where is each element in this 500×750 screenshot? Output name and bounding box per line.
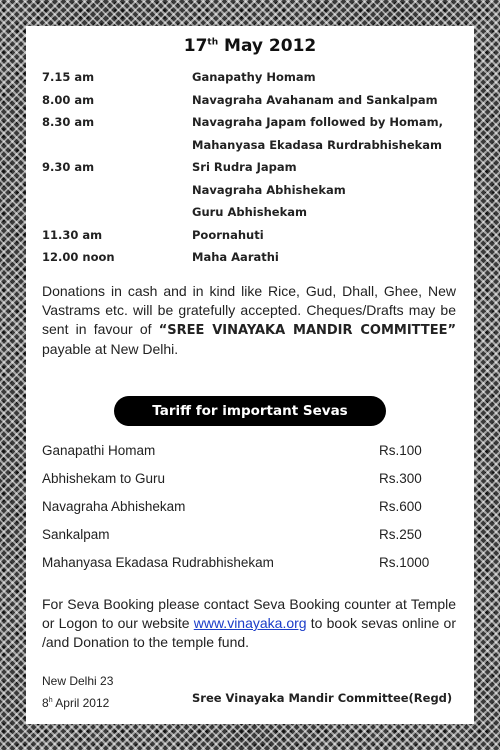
schedule-event: Navagraha Avahanam and Sankalpam <box>192 92 438 107</box>
donation-text-end: payable at New Delhi. <box>42 341 179 357</box>
schedule-event: Navagraha Japam followed by Homam, <box>192 115 443 129</box>
schedule-event: Ganapathy Homam <box>192 70 316 84</box>
notice-panel <box>26 26 474 724</box>
tariff-row <box>42 520 462 548</box>
schedule-event: Mahanyasa Ekadasa Rurdrabhishekam <box>192 137 443 152</box>
footer-date-day: 8 <box>42 696 49 710</box>
footer-date-suffix: h <box>48 697 53 704</box>
schedule-row <box>42 224 462 247</box>
schedule-event: Poornahuti <box>192 227 264 242</box>
schedule-event: Guru Abhishekam <box>192 205 307 219</box>
schedule-time: 11.30 am <box>42 227 103 242</box>
schedule-row <box>42 246 462 269</box>
seva-price: Rs.1000 <box>379 555 430 570</box>
donation-text: Donations in cash and in kind like Rice, Gud, Dhall, Ghee, New Vastrams etc. will be gratefully accepted. Cheques/Drafts may be sent in favour of <box>42 283 456 337</box>
schedule-row <box>42 89 462 112</box>
schedule-event: Sri Rudra Japam <box>192 160 297 174</box>
schedule-row <box>42 156 462 179</box>
tariff-row <box>42 436 462 464</box>
schedule-row <box>42 179 462 202</box>
schedule-row <box>42 111 462 134</box>
committee-name: “SREE VINAYAKA MANDIR COMMITTEE” <box>158 323 456 338</box>
title-month-year: May 2012 <box>218 36 317 56</box>
footer-signature: Sree Vinayaka Mandir Committee(Regd) <box>192 691 453 705</box>
schedule-time: 7.15 am <box>42 70 95 84</box>
page-title <box>26 36 474 56</box>
seva-name: Navagraha Abhishekam <box>42 499 186 514</box>
footer-date-rest: April 2012 <box>52 696 110 710</box>
schedule-row <box>42 66 462 89</box>
title-suffix: th <box>207 37 219 48</box>
seva-price: Rs.100 <box>379 443 422 458</box>
tariff-heading: Tariff for important Sevas <box>114 396 386 426</box>
seva-price: Rs.600 <box>379 499 422 514</box>
website-link[interactable]: www.vinayaka.org <box>193 615 307 631</box>
schedule-time: 9.30 am <box>42 160 95 174</box>
footer-date <box>42 691 113 713</box>
donation-paragraph <box>42 282 456 359</box>
contact-paragraph <box>42 595 456 652</box>
schedule-row <box>42 201 462 224</box>
schedule-event: Navagraha Abhishekam <box>192 182 346 197</box>
tariff-row <box>42 548 462 576</box>
title-day: 17 <box>183 36 208 56</box>
footer-place-date <box>42 672 113 713</box>
footer-place: New Delhi 23 <box>42 674 114 688</box>
schedule-row <box>42 134 462 157</box>
schedule-time: 8.00 am <box>42 92 95 107</box>
schedule-event: Maha Aarathi <box>192 250 279 264</box>
tariff-row <box>42 492 462 520</box>
seva-price: Rs.250 <box>379 527 422 542</box>
seva-price: Rs.300 <box>379 471 422 486</box>
contact-text-end: to book sevas online or /and Donation to the temple fund. <box>42 615 456 650</box>
schedule-list <box>42 66 462 269</box>
seva-name: Ganapathi Homam <box>42 443 156 458</box>
seva-name: Sankalpam <box>42 527 110 542</box>
tariff-list <box>42 436 462 576</box>
contact-text: For Seva Booking please contact Seva Booking counter at Temple or Logon to our website <box>42 596 456 631</box>
seva-name: Mahanyasa Ekadasa Rudrabhishekam <box>42 555 274 570</box>
tariff-row <box>42 464 462 492</box>
schedule-time: 12.00 noon <box>42 250 115 264</box>
schedule-time: 8.30 am <box>42 115 95 129</box>
seva-name: Abhishekam to Guru <box>42 471 166 486</box>
